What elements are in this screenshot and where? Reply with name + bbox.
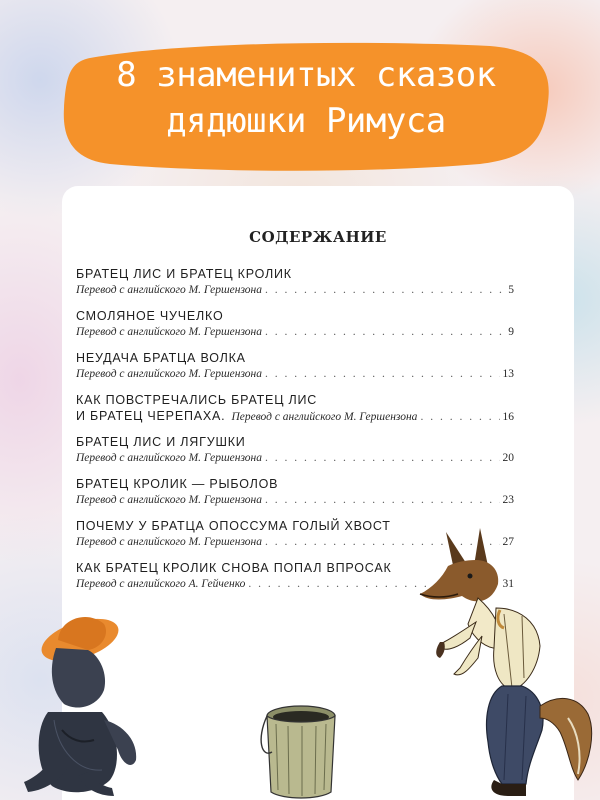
toc-entry-title: БРАТЕЦ ЛИС И ЛЯГУШКИ (76, 435, 246, 449)
toc-entry[interactable] (76, 476, 514, 508)
toc-entry[interactable] (76, 350, 514, 382)
toc-entry-page: 16 (502, 411, 514, 423)
toc-entry-page: 27 (502, 536, 514, 548)
toc-entry-page: 23 (502, 494, 514, 506)
toc-entry-translator: Перевод с английского М. Гершензона (231, 411, 418, 423)
toc-entry[interactable] (76, 266, 514, 298)
toc-entry-page: 9 (508, 326, 514, 338)
toc-entry-title: СМОЛЯНОЕ ЧУЧЕЛКО (76, 309, 224, 323)
toc-entry-translator: Перевод с английского М. Гершензона (76, 494, 262, 506)
toc-entry[interactable] (76, 434, 514, 466)
toc-entry-translator: Перевод с английского М. Гершензона (76, 536, 262, 548)
book-title (60, 52, 552, 144)
toc-entry-page: 20 (502, 452, 514, 464)
toc-entry-page: 31 (502, 578, 514, 590)
toc-entry-title: НЕУДАЧА БРАТЦА ВОЛКА (76, 351, 246, 365)
toc-entry-title-cont: И БРАТЕЦ ЧЕРЕПАХА. (76, 409, 226, 423)
toc-leader-dots (265, 492, 500, 508)
fox-in-clothes-icon (418, 518, 600, 800)
book-title-line2: дядюшки Римуса (166, 101, 446, 141)
rabbit-in-hat-icon (18, 600, 148, 800)
contents-heading: СОДЕРЖАНИЕ (249, 228, 387, 246)
tar-bucket-icon (258, 700, 344, 800)
toc-entry-title: КАК БРАТЕЦ КРОЛИК СНОВА ПОПАЛ ВПРОСАК (76, 561, 392, 575)
toc-entry-translator: Перевод с английского М. Гершензона (76, 326, 262, 338)
toc-entry-page: 13 (502, 368, 514, 380)
toc-entry-translator: Перевод с английского М. Гершензона (76, 368, 262, 380)
toc-entry-translator: Перевод с английского М. Гершензона (76, 284, 262, 296)
toc-entry[interactable] (76, 308, 514, 340)
toc-entry-title: ПОЧЕМУ У БРАТЦА ОПОССУМА ГОЛЫЙ ХВОСТ (76, 519, 391, 533)
toc-entry-translator: Перевод с английского М. Гершензона (76, 452, 262, 464)
book-title-line1: 8 знаменитых сказок (116, 55, 496, 95)
toc-leader-dots (265, 366, 500, 382)
toc-entry-translator: Перевод с английского А. Гейченко (76, 578, 246, 590)
toc-entry[interactable] (76, 392, 514, 424)
toc-leader-dots (265, 282, 505, 298)
toc-leader-dots (265, 324, 505, 340)
toc-entry-title: БРАТЕЦ КРОЛИК — РЫБОЛОВ (76, 477, 279, 491)
toc-entry-title: БРАТЕЦ ЛИС И БРАТЕЦ КРОЛИК (76, 267, 292, 281)
toc-entry-title: КАК ПОВСТРЕЧАЛИСЬ БРАТЕЦ ЛИС (76, 393, 318, 407)
toc-entry-page: 5 (508, 284, 514, 296)
toc-leader-dots (420, 411, 499, 423)
toc-leader-dots (265, 450, 500, 466)
